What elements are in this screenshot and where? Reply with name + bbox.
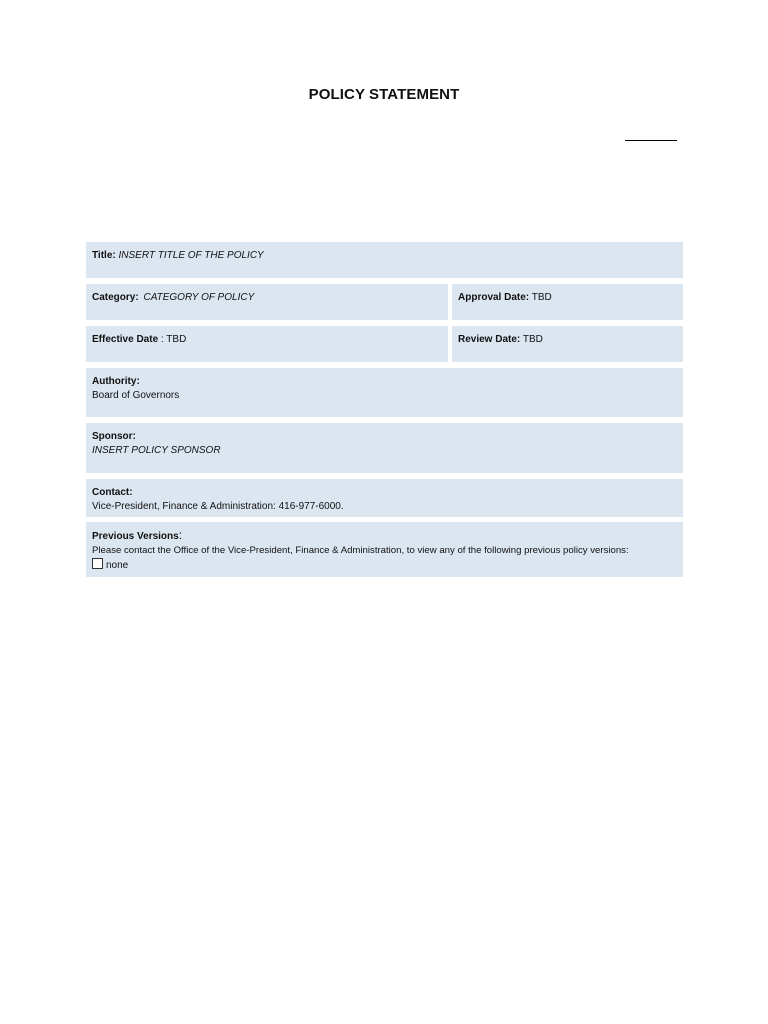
- title-value: INSERT TITLE OF THE POLICY: [118, 250, 264, 261]
- previous-versions-field: [86, 522, 683, 577]
- review-date-label: Review Date:: [458, 334, 521, 345]
- contact-value: Vice-President, Finance & Administration: 416-977-6000.: [92, 501, 344, 512]
- authority-value: Board of Governors: [92, 390, 180, 401]
- authority-field: [86, 368, 683, 417]
- contact-label: Contact:: [92, 487, 133, 498]
- authority-label: Authority:: [92, 376, 140, 387]
- previous-versions-heading: [92, 528, 677, 544]
- sponsor-value: INSERT POLICY SPONSOR: [92, 445, 221, 456]
- category-label: Category:: [92, 292, 139, 303]
- approval-date-label: Approval Date:: [458, 292, 530, 303]
- signature-line: [625, 140, 677, 141]
- title-label: Title:: [92, 250, 116, 261]
- review-date-value: TBD: [522, 334, 543, 345]
- approval-date-value: TBD: [531, 292, 552, 303]
- previous-versions-text: Please contact the Office of the Vice-President, Finance & Administration, to view any of the following previous policy versions:: [92, 545, 629, 556]
- effective-date-label: Effective Date: [92, 334, 159, 345]
- review-date-field: [452, 326, 683, 362]
- page-title: POLICY STATEMENT: [308, 86, 460, 103]
- previous-versions-option: [92, 558, 677, 573]
- previous-versions-label: Previous Versions: [92, 531, 179, 542]
- previous-versions-colon: :: [178, 528, 183, 542]
- sponsor-field: [86, 423, 683, 473]
- none-checkbox-label: none: [106, 560, 129, 571]
- none-checkbox[interactable]: [92, 558, 103, 569]
- effective-date-field: [86, 326, 448, 362]
- approval-date-field: [452, 284, 683, 320]
- category-value: CATEGORY OF POLICY: [143, 292, 255, 303]
- title-field: [86, 242, 683, 278]
- category-field: [86, 284, 448, 320]
- contact-field: [86, 479, 683, 517]
- effective-date-value: : TBD: [160, 334, 187, 345]
- sponsor-label: Sponsor:: [92, 431, 136, 442]
